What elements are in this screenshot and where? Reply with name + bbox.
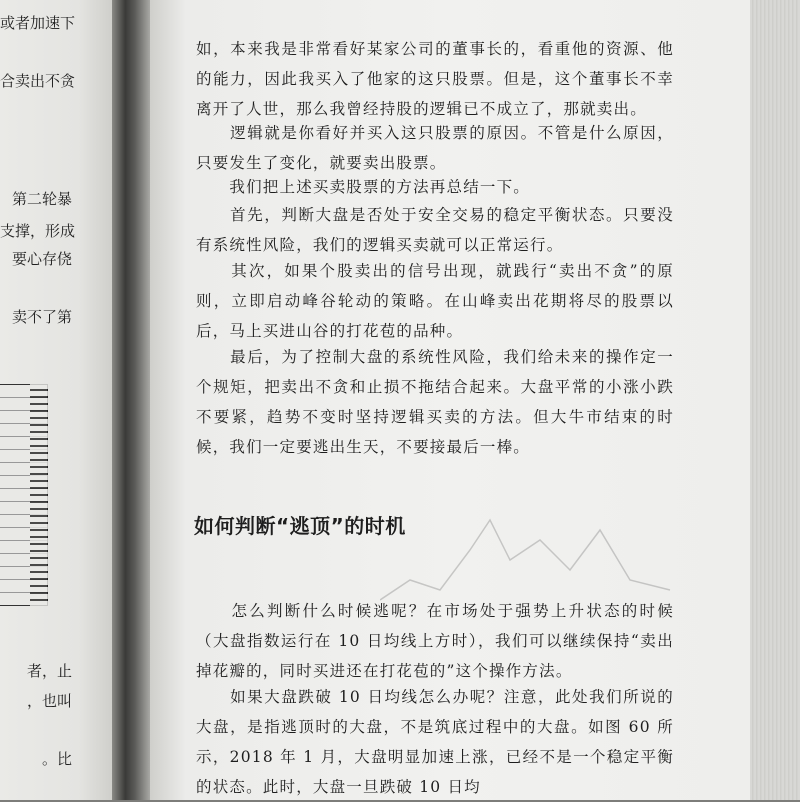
left-page-line: 支撑，形成 [0,222,76,240]
body-paragraph: 如，本来我是非常看好某家公司的董事长的，看重他的资源、他的能力，因此我买入了他家的这只股票。但是，这个董事长不幸离开了人世，那么我曾经持股的逻辑已不成立了，那就卖出。 [196,40,674,118]
body-paragraph: 首先，判断大盘是否处于安全交易的稳定平衡状态。只要没有系统性风险，我们的逻辑买卖就可以正常运行。 [196,206,674,254]
body-paragraph: 怎么判断什么时候逃呢？在市场处于强势上升状态的时候（大盘指数运行在 10 日均线上方时），我们可以继续保持“卖出掉花瓣的，同时买进还在打花苞的”这个操作方法。 [196,602,674,680]
left-page-line: ，也叫 [26,692,72,710]
body-paragraph: 最后，为了控制大盘的系统性风险，我们给未来的操作定一个规矩，把卖出不贪和止损不拖结合起来。大盘平常的小涨小跌不要紧，趋势不变时坚持逻辑买卖的方法。但大牛市结束的时候，我们一定要逃出生天，不要接最后一棒。 [196,348,674,456]
left-page-line: 。比 [41,750,72,768]
book-gutter [112,0,150,800]
left-page-line: 合卖出不贪 [0,72,76,90]
left-page-line: 或者加速下 [0,14,76,32]
body-paragraph: 其次，如果个股卖出的信号出现，就践行“卖出不贪”的原则，立即启动峰谷轮动的策略。在山峰卖出花期将尽的股票以后，马上买进山谷的打花苞的品种。 [196,262,674,340]
left-page-chart-axis [30,384,48,606]
left-page [0,0,112,800]
section-heading: 如何判断“逃顶”的时机 [194,514,406,538]
body-paragraph: 如果大盘跌破 10 日均线怎么办呢？注意，此处我们所说的大盘，是指逃顶时的大盘，不是筑底过程中的大盘。如图 60 所示，2018 年 1 月，大盘明显加速上涨，已经不是一个稳定平衡的状态。此时，大盘一旦跌破 10 日均 [196,688,674,796]
left-page-line: 第二轮暴 [11,190,72,208]
left-page-line: 要心存侥 [11,250,72,268]
page-edges [750,0,800,800]
body-paragraph: 我们把上述买卖股票的方法再总结一下。 [196,178,531,196]
body-paragraph: 逻辑就是你看好并买入这只股票的原因。不管是什么原因，只要发生了变化，就要卖出股票。 [196,124,674,172]
left-page-line: 者，止 [26,662,72,680]
left-page-line: 卖不了第 [11,308,72,326]
